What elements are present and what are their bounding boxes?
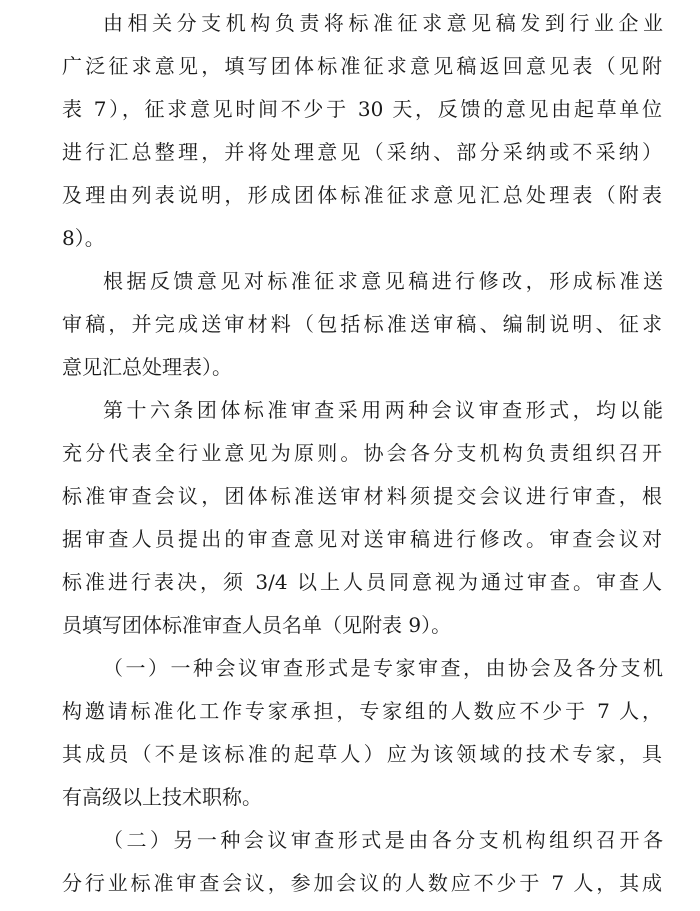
text-line: 第十六条团体标准审查采用两种会议审查形式，均以能: [103, 398, 663, 422]
text-line: 标准进行表决，须 3/4 以上人员同意视为通过审查。审查人: [62, 570, 662, 594]
text-line: 分行业标准审查会议，参加会议的人数应不少于 7 人，其成: [62, 871, 662, 895]
text-line: 根据反馈意见对标准征求意见稿进行修改，形成标准送: [103, 269, 663, 293]
text-line: 审稿，并完成送审材料（包括标准送审稿、编制说明、征求: [62, 312, 662, 336]
text-line: 构邀请标准化工作专家承担，专家组的人数应不少于 7 人，: [62, 699, 662, 723]
text-line: 据审查人员提出的审查意见对送审稿进行修改。审查会议对: [62, 527, 662, 551]
text-line: 员填写团体标准审查人员名单（见附表 9）。: [62, 613, 452, 637]
text-line: 充分代表全行业意见为原则。协会各分支机构负责组织召开: [62, 441, 662, 465]
text-line: （一）一种会议审查形式是专家审查，由协会及各分支机: [103, 656, 663, 680]
text-line: （二）另一种会议审查形式是由各分支机构组织召开各: [103, 828, 663, 852]
text-line: 有高级以上技术职称。: [62, 785, 262, 809]
text-line: 进行汇总整理，并将处理意见（采纳、部分采纳或不采纳）: [62, 140, 662, 164]
text-line: 广泛征求意见，填写团体标准征求意见稿返回意见表（见附: [62, 54, 662, 78]
text-line: 8）。: [62, 226, 105, 250]
text-line: 其成员（不是该标准的起草人）应为该领域的技术专家，具: [62, 742, 662, 766]
text-line: 标准审查会议，团体标准送审材料须提交会议进行审查，根: [62, 484, 662, 508]
text-line: 表 7），征求意见时间不少于 30 天，反馈的意见由起草单位: [62, 97, 662, 121]
text-line: 及理由列表说明，形成团体标准征求意见汇总处理表（附表: [62, 183, 662, 207]
text-line: 意见汇总处理表）。: [62, 355, 232, 379]
text-line: 由相关分支机构负责将标准征求意见稿发到行业企业: [103, 11, 663, 35]
